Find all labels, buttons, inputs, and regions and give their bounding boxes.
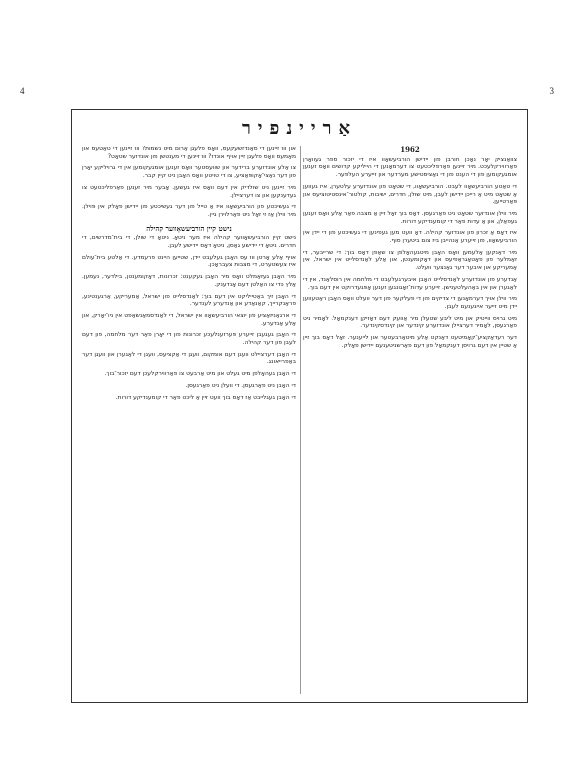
paragraph: מיר ווילן אונדזער שטאָט ניט פאַרגעסן. דאָס בוך זאָל זיין אַ מצבה פאַר אַלע וואָס זענען געפאַלן, און אַ עדות פאַר די קומענדיקע דורות.	[303, 210, 517, 225]
paragraph: די טאַטע הורביעשאָוו לעבט. הורביעשאָוו, די שטאָט פון אונדזערע עלטערן, איז געווען אַ שטאָט מיט אַ רייכן יידישן לעבן, מיט שולן, חדרים, ישיבות, קולטור־אינסטיטוציעס און פּאַרטייען.	[303, 183, 517, 206]
year-heading: 1962	[400, 146, 420, 154]
article-title: אַריינפיר	[241, 118, 358, 139]
paragraph: די האָבן ניט פאַרגעסן. די וועלן ניט פאַרגעסן.	[185, 382, 296, 389]
paragraph: צו אַלע אונדזערע ברידער און שוועסטער וואָס זענען אומגעקומען אין די גרויליקע יאָרן פון דער נאַצי־אָקופּאַציע, צו די טויטע וואָס האָבן ניט קיין קבר.	[82, 165, 296, 180]
paragraph: און וווּ זיינען די סאַנדזשעקעס, וואָס פלעגן אַרום מיט נשמות? וווּ זיינען די טאַטעס און מאַמעס וואָס פלעגן זיין אויף אונדז? וווּ זיינען די מענטשן פון אונדזער שטאָט?	[82, 146, 296, 160]
left-column	[82, 146, 296, 694]
paragraph: צוואַנציק יאָר נאָכן חורבן פון יידישן הורביעשאָוו איז די יזכור ספר געוואָרן פאַרווירקלעכט. מיר זיינען פאַרפליכטעט צו דערמאָנען די הייליקע קדושים וואָס זענען אומגעקומען פון די הענט פון די נאַציסטישע מערדער און זייערע העלפער.	[303, 156, 517, 179]
paragraph: מיר דאַנקען אַלעמען וואָס האָבן מיטגעהאָלפן צו שאַפן דאָס בוך: די שרייבער, די זאַמלער פון פאָטאָגראַפיעס און דאָקומענטן, און אַלע לאַנדסלייט אין ישראל, אין אַמעריקע און איבער דער גאַנצער וועלט.	[303, 249, 517, 272]
page-number-right: 3	[549, 86, 554, 96]
section-subhead: נישט קיין הורביעשאָווער קהילה	[146, 223, 232, 233]
paragraph: נישט קיין הורביעשאָווער קהילה איז מער ניטאָ. ניטאָ די שולן, די בית־מדרשים, די חדרים. ניטאָ די יידישע גאַסן, ניטאָ דאָס יידישע לעבן.	[82, 235, 296, 250]
paragraph: די האָבן דערציילט וועגן דעם אומקום, וועגן די אַקציעס, וועגן די לאַגערן און וועגן דער באַפרייאונג.	[82, 351, 296, 366]
paragraph: מיר זיינען ניט שולדיק אין דעם וואָס איז געשען. אָבער מיר זענען פאַרפליכטעט צו געדענקען און צו דערציילן.	[82, 184, 296, 199]
paragraph: אַנדערע פון אונדזערע לאַנדסלייט האָבן איבערגעלעבט די מלחמה אין רוסלאַנד, אין די לאַגערן און אין באַהעלטענישן. זייערע עדות־זאָגונגען זענען אָפּגעדרוקט אין דעם בוך.	[303, 276, 517, 291]
left-paragraphs	[82, 146, 296, 220]
paragraph: מיר ווילן אויך דערמאָנען די צדיקים פון די פעלקער פון דער וועלט וואָס האָבן ראַטעווען יידן מיט זייער אייגענעם לעבן.	[303, 296, 517, 310]
paragraph: דער רעדאַקציע־קאָמיטעט דאַנקט אַלע מיטאַרבעטער און לייענער. זאָל דאָס בוך זיין אַ שטיין אין דעם גרויסן דענקמאָל פון דעם פאַרשניטענעם יידישן פאָלק.	[303, 335, 517, 349]
column-divider	[300, 146, 301, 694]
paragraph: די ארגאַניזאַציע פון יוצאי הורביעשאָוו אין ישראל, די לאַנדסמאַנשאַפט אין ניו־יאָרק, און אַלע אַנדערע.	[82, 312, 296, 327]
paragraph: אויף אַלע אָרטן וווּ עס האָבן געלעבט יידן, שטייען היינט פרעמדע. די אַלטע בית־עולם איז צעשטערט, די מצבות צעבראָכן.	[82, 254, 296, 269]
paragraph: די האָבן געגלייבט אַז דאָס בוך וועט זיין אַ ליכט פאַר די קומענדיקע דורות.	[115, 394, 296, 401]
left-paragraphs-after	[82, 235, 296, 402]
paragraph: די האָבן געהאָלפן מיט געלט און מיט אַרבעט צו פאַרווירקלעכן דעם יזכור־בוך.	[104, 371, 296, 378]
paragraph: די האָבן זיך באַטייליקט אין דעם בוך: לאַנדסלייט פון ישראל, אַמעריקע, אַרגענטינע, פראַנקרייך, קאַנאַדע און אַנדערע לענדער.	[82, 293, 296, 308]
right-paragraphs	[303, 157, 517, 351]
paragraph: די האָבן געגעבן זייערע פּערזענלעכע זכרונות פון די יאָרן פאַר דער מלחמה, פון דעם לעבן פון דער קהילה.	[82, 332, 296, 347]
paragraph: מיר האָבן געזאַמלט וואָס מיר האָבן געקענט: זכרונות, דאָקומענטן, בילדער, נעמען. אַלץ כּדי צו האַלטן דעם אָנדענק.	[82, 274, 296, 288]
paragraph: מיט גרויס ווייטיק און מיט ליבע שטעלן מיר אַוועק דעם דאָזיקן דענקמאָל. לאָמיר ניט פאַרגעסן, לאָמיר דערציילן אונדזערע קינדער און קינדסקינדער.	[303, 315, 517, 330]
page-number-left: 4	[20, 86, 25, 96]
paragraph: איז דאָס אַ זכרון פון אונדזער קהילה. דאָ וועט מען געפינען די געשיכטע פון די יידן אין הורביעשאָוו, פון זייערע אַנהייבן ביז צום ביטערן סוף.	[303, 230, 517, 245]
paragraph: די געשיכטע פון הורביעשאָוו איז אַ טייל פון דער געשיכטע פון יידישן פאָלק אין פּוילן. מיר ווילן אַז זי זאָל ניט פאַרלוירן גיין.	[82, 204, 296, 218]
right-column	[303, 146, 517, 694]
article-frame	[71, 109, 528, 703]
